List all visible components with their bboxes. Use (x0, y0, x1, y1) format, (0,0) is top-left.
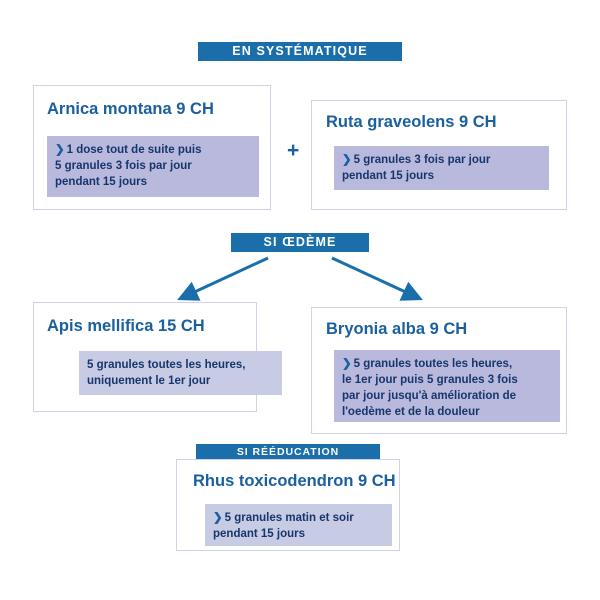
section-banner-reeducation: SI RÉÉDUCATION (196, 444, 380, 460)
posology-line (213, 510, 384, 526)
posology-text: 5 granules toutes les heures, (353, 358, 513, 370)
posology-line: pendant 15 jours (342, 170, 435, 182)
posology-block (205, 504, 392, 546)
chevron-icon: ❯ (213, 512, 223, 524)
card-title: Bryonia alba 9 CH (326, 320, 468, 338)
posology-line: le 1er jour puis 5 granules 3 fois (342, 374, 518, 386)
card-title: Ruta graveolens 9 CH (326, 113, 497, 131)
posology-block (47, 136, 259, 197)
arrow-left (188, 258, 268, 295)
card-ruta-graveolens (311, 100, 567, 210)
plus-operator: + (287, 139, 300, 162)
chevron-icon: ❯ (55, 144, 65, 156)
posology-line: 5 granules toutes les heures, (87, 359, 246, 371)
card-title: Arnica montana 9 CH (47, 100, 214, 118)
card-apis-mellifica (33, 302, 257, 412)
posology-block (79, 351, 282, 395)
section-banner-oedeme: SI ŒDÈME (231, 233, 369, 252)
posology-block (334, 350, 560, 422)
chevron-icon: ❯ (342, 154, 352, 166)
posology-line: par jour jusqu'à amélioration de (342, 390, 516, 402)
posology-line: 5 granules 3 fois par jour (55, 160, 192, 172)
card-arnica-montana (33, 85, 271, 210)
section-banner-systematique: EN SYSTÉMATIQUE (198, 42, 402, 61)
card-title: Apis mellifica 15 CH (47, 317, 205, 335)
chevron-icon: ❯ (342, 358, 352, 370)
arrow-right (332, 258, 412, 295)
posology-line: pendant 15 jours (213, 528, 306, 540)
posology-line (55, 142, 251, 158)
card-rhus-toxicodendron (176, 459, 400, 551)
posology-text: 1 dose tout de suite puis (66, 144, 202, 156)
posology-line: pendant 15 jours (55, 176, 148, 188)
posology-line: uniquement le 1er jour (87, 375, 211, 387)
posology-line (342, 152, 541, 168)
card-title: Rhus toxicodendron 9 CH (193, 472, 396, 490)
posology-text: 5 granules 3 fois par jour (353, 154, 491, 166)
posology-text: 5 granules matin et soir (224, 512, 354, 524)
posology-block (334, 146, 549, 190)
posology-line (342, 356, 552, 372)
card-bryonia-alba (311, 307, 567, 434)
posology-line: l'oedème et de la douleur (342, 406, 480, 418)
